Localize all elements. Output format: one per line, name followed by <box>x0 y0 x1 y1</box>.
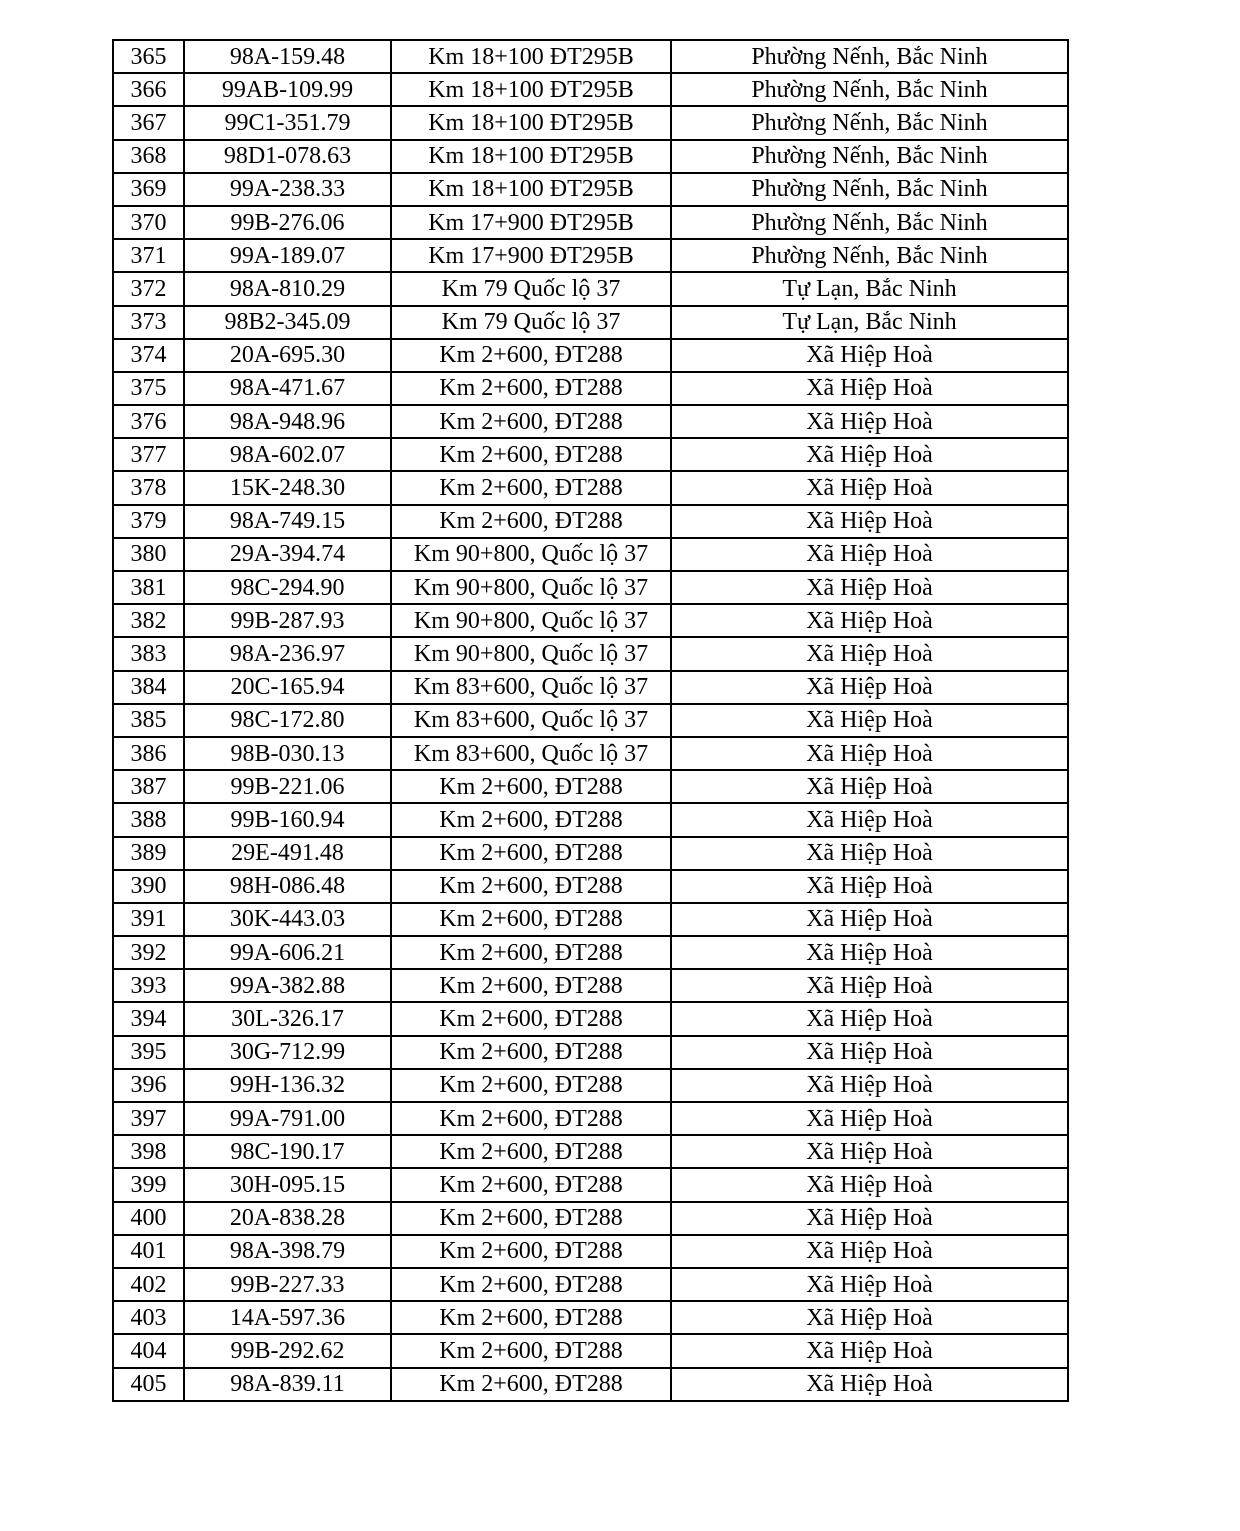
area-cell: Xã Hiệp Hoà <box>671 936 1068 969</box>
row-number-cell: 379 <box>113 505 184 538</box>
license-plate-cell: 98C-294.90 <box>184 571 391 604</box>
area-cell: Xã Hiệp Hoà <box>671 1135 1068 1168</box>
location-cell: Km 83+600, Quốc lộ 37 <box>391 737 671 770</box>
area-cell: Xã Hiệp Hoà <box>671 604 1068 637</box>
license-plate-cell: 98A-471.67 <box>184 372 391 405</box>
row-number-cell: 383 <box>113 637 184 670</box>
area-cell: Phường Nếnh, Bắc Ninh <box>671 106 1068 139</box>
location-cell: Km 18+100 ĐT295B <box>391 173 671 206</box>
area-cell: Xã Hiệp Hoà <box>671 803 1068 836</box>
license-plate-cell: 98A-236.97 <box>184 637 391 670</box>
table-row <box>113 1168 1068 1201</box>
area-cell: Xã Hiệp Hoà <box>671 1368 1068 1401</box>
row-number-cell: 402 <box>113 1268 184 1301</box>
location-cell: Km 2+600, ĐT288 <box>391 903 671 936</box>
row-number-cell: 398 <box>113 1135 184 1168</box>
row-number-cell: 404 <box>113 1334 184 1367</box>
license-plate-cell: 99B-287.93 <box>184 604 391 637</box>
area-cell: Xã Hiệp Hoà <box>671 704 1068 737</box>
license-plate-cell: 98A-159.48 <box>184 40 391 73</box>
location-cell: Km 2+600, ĐT288 <box>391 1202 671 1235</box>
license-plate-cell: 99B-221.06 <box>184 770 391 803</box>
area-cell: Phường Nếnh, Bắc Ninh <box>671 206 1068 239</box>
location-cell: Km 90+800, Quốc lộ 37 <box>391 538 671 571</box>
area-cell: Xã Hiệp Hoà <box>671 1168 1068 1201</box>
row-number-cell: 397 <box>113 1102 184 1135</box>
table-row <box>113 106 1068 139</box>
license-plate-cell: 98A-948.96 <box>184 405 391 438</box>
location-cell: Km 2+600, ĐT288 <box>391 372 671 405</box>
table-row <box>113 1268 1068 1301</box>
license-plate-cell: 98C-190.17 <box>184 1135 391 1168</box>
license-plate-cell: 98A-398.79 <box>184 1235 391 1268</box>
table-row <box>113 1135 1068 1168</box>
row-number-cell: 388 <box>113 803 184 836</box>
table-row <box>113 405 1068 438</box>
row-number-cell: 384 <box>113 671 184 704</box>
location-cell: Km 18+100 ĐT295B <box>391 73 671 106</box>
table-row <box>113 306 1068 339</box>
area-cell: Xã Hiệp Hoà <box>671 1036 1068 1069</box>
row-number-cell: 387 <box>113 770 184 803</box>
license-plate-cell: 15K-248.30 <box>184 471 391 504</box>
row-number-cell: 391 <box>113 903 184 936</box>
table-row <box>113 505 1068 538</box>
row-number-cell: 405 <box>113 1368 184 1401</box>
license-plate-cell: 20A-838.28 <box>184 1202 391 1235</box>
license-plate-cell: 98A-810.29 <box>184 272 391 305</box>
location-cell: Km 2+600, ĐT288 <box>391 1235 671 1268</box>
table-row <box>113 903 1068 936</box>
area-cell: Phường Nếnh, Bắc Ninh <box>671 239 1068 272</box>
area-cell: Xã Hiệp Hoà <box>671 505 1068 538</box>
location-cell: Km 17+900 ĐT295B <box>391 239 671 272</box>
license-plate-cell: 98A-602.07 <box>184 438 391 471</box>
table-body <box>113 40 1068 1401</box>
table-row <box>113 1235 1068 1268</box>
license-plate-cell: 99A-189.07 <box>184 239 391 272</box>
row-number-cell: 375 <box>113 372 184 405</box>
license-plate-cell: 30K-443.03 <box>184 903 391 936</box>
area-cell: Xã Hiệp Hoà <box>671 969 1068 1002</box>
location-cell: Km 2+600, ĐT288 <box>391 803 671 836</box>
license-plate-cell: 30G-712.99 <box>184 1036 391 1069</box>
location-cell: Km 18+100 ĐT295B <box>391 106 671 139</box>
table-row <box>113 870 1068 903</box>
row-number-cell: 390 <box>113 870 184 903</box>
area-cell: Xã Hiệp Hoà <box>671 538 1068 571</box>
location-cell: Km 2+600, ĐT288 <box>391 405 671 438</box>
license-plate-cell: 30H-095.15 <box>184 1168 391 1201</box>
area-cell: Phường Nếnh, Bắc Ninh <box>671 140 1068 173</box>
license-plate-cell: 20A-695.30 <box>184 339 391 372</box>
table-row <box>113 173 1068 206</box>
table-row <box>113 272 1068 305</box>
row-number-cell: 380 <box>113 538 184 571</box>
table-row <box>113 737 1068 770</box>
location-cell: Km 2+600, ĐT288 <box>391 339 671 372</box>
row-number-cell: 378 <box>113 471 184 504</box>
row-number-cell: 393 <box>113 969 184 1002</box>
row-number-cell: 376 <box>113 405 184 438</box>
location-cell: Km 2+600, ĐT288 <box>391 1168 671 1201</box>
license-plate-cell: 98D1-078.63 <box>184 140 391 173</box>
location-cell: Km 2+600, ĐT288 <box>391 837 671 870</box>
row-number-cell: 369 <box>113 173 184 206</box>
table-row <box>113 1202 1068 1235</box>
row-number-cell: 372 <box>113 272 184 305</box>
area-cell: Phường Nếnh, Bắc Ninh <box>671 73 1068 106</box>
area-cell: Xã Hiệp Hoà <box>671 339 1068 372</box>
area-cell: Xã Hiệp Hoà <box>671 903 1068 936</box>
table-row <box>113 1069 1068 1102</box>
license-plate-cell: 99B-227.33 <box>184 1268 391 1301</box>
license-plate-cell: 99H-136.32 <box>184 1069 391 1102</box>
area-cell: Tự Lạn, Bắc Ninh <box>671 272 1068 305</box>
license-plate-cell: 98B-030.13 <box>184 737 391 770</box>
row-number-cell: 394 <box>113 1002 184 1035</box>
license-plate-cell: 99A-606.21 <box>184 936 391 969</box>
table-row <box>113 1102 1068 1135</box>
area-cell: Xã Hiệp Hoà <box>671 671 1068 704</box>
area-cell: Xã Hiệp Hoà <box>671 372 1068 405</box>
location-cell: Km 2+600, ĐT288 <box>391 936 671 969</box>
license-plate-cell: 99B-292.62 <box>184 1334 391 1367</box>
area-cell: Phường Nếnh, Bắc Ninh <box>671 40 1068 73</box>
table-row <box>113 571 1068 604</box>
table-row <box>113 671 1068 704</box>
table-row <box>113 770 1068 803</box>
license-plate-cell: 30L-326.17 <box>184 1002 391 1035</box>
license-plate-cell: 98B2-345.09 <box>184 306 391 339</box>
license-plate-cell: 99C1-351.79 <box>184 106 391 139</box>
row-number-cell: 366 <box>113 73 184 106</box>
location-cell: Km 2+600, ĐT288 <box>391 471 671 504</box>
table-row <box>113 604 1068 637</box>
area-cell: Xã Hiệp Hoà <box>671 1235 1068 1268</box>
location-cell: Km 2+600, ĐT288 <box>391 1368 671 1401</box>
location-cell: Km 17+900 ĐT295B <box>391 206 671 239</box>
location-cell: Km 83+600, Quốc lộ 37 <box>391 671 671 704</box>
area-cell: Phường Nếnh, Bắc Ninh <box>671 173 1068 206</box>
location-cell: Km 79 Quốc lộ 37 <box>391 272 671 305</box>
area-cell: Xã Hiệp Hoà <box>671 1102 1068 1135</box>
license-plate-cell: 98H-086.48 <box>184 870 391 903</box>
location-cell: Km 18+100 ĐT295B <box>391 40 671 73</box>
location-cell: Km 2+600, ĐT288 <box>391 1135 671 1168</box>
area-cell: Xã Hiệp Hoà <box>671 1002 1068 1035</box>
location-cell: Km 79 Quốc lộ 37 <box>391 306 671 339</box>
table-row <box>113 1002 1068 1035</box>
location-cell: Km 2+600, ĐT288 <box>391 1301 671 1334</box>
row-number-cell: 386 <box>113 737 184 770</box>
area-cell: Xã Hiệp Hoà <box>671 870 1068 903</box>
license-plate-cell: 29E-491.48 <box>184 837 391 870</box>
table-row <box>113 704 1068 737</box>
table-row <box>113 1036 1068 1069</box>
license-plate-cell: 99A-382.88 <box>184 969 391 1002</box>
area-cell: Tự Lạn, Bắc Ninh <box>671 306 1068 339</box>
area-cell: Xã Hiệp Hoà <box>671 770 1068 803</box>
row-number-cell: 370 <box>113 206 184 239</box>
area-cell: Xã Hiệp Hoà <box>671 637 1068 670</box>
table-row <box>113 837 1068 870</box>
row-number-cell: 401 <box>113 1235 184 1268</box>
row-number-cell: 392 <box>113 936 184 969</box>
location-cell: Km 18+100 ĐT295B <box>391 140 671 173</box>
area-cell: Xã Hiệp Hoà <box>671 405 1068 438</box>
area-cell: Xã Hiệp Hoà <box>671 1268 1068 1301</box>
license-plate-cell: 14A-597.36 <box>184 1301 391 1334</box>
table-row <box>113 471 1068 504</box>
license-plate-cell: 99B-276.06 <box>184 206 391 239</box>
row-number-cell: 385 <box>113 704 184 737</box>
row-number-cell: 400 <box>113 1202 184 1235</box>
table-row <box>113 969 1068 1002</box>
license-plate-cell: 98C-172.80 <box>184 704 391 737</box>
row-number-cell: 371 <box>113 239 184 272</box>
location-cell: Km 2+600, ĐT288 <box>391 1036 671 1069</box>
row-number-cell: 373 <box>113 306 184 339</box>
area-cell: Xã Hiệp Hoà <box>671 438 1068 471</box>
table-row <box>113 637 1068 670</box>
license-plate-cell: 98A-749.15 <box>184 505 391 538</box>
table-row <box>113 339 1068 372</box>
table-row <box>113 206 1068 239</box>
table-row <box>113 936 1068 969</box>
table-row <box>113 140 1068 173</box>
row-number-cell: 365 <box>113 40 184 73</box>
table-row <box>113 239 1068 272</box>
row-number-cell: 395 <box>113 1036 184 1069</box>
location-cell: Km 2+600, ĐT288 <box>391 1268 671 1301</box>
violation-table <box>112 39 1069 1402</box>
location-cell: Km 2+600, ĐT288 <box>391 870 671 903</box>
row-number-cell: 403 <box>113 1301 184 1334</box>
location-cell: Km 2+600, ĐT288 <box>391 969 671 1002</box>
table-row <box>113 73 1068 106</box>
license-plate-cell: 99B-160.94 <box>184 803 391 836</box>
license-plate-cell: 99A-238.33 <box>184 173 391 206</box>
location-cell: Km 2+600, ĐT288 <box>391 1334 671 1367</box>
row-number-cell: 389 <box>113 837 184 870</box>
area-cell: Xã Hiệp Hoà <box>671 471 1068 504</box>
table-row <box>113 803 1068 836</box>
table-row <box>113 438 1068 471</box>
table-row <box>113 1301 1068 1334</box>
location-cell: Km 90+800, Quốc lộ 37 <box>391 571 671 604</box>
row-number-cell: 381 <box>113 571 184 604</box>
location-cell: Km 2+600, ĐT288 <box>391 1069 671 1102</box>
location-cell: Km 2+600, ĐT288 <box>391 505 671 538</box>
license-plate-cell: 29A-394.74 <box>184 538 391 571</box>
location-cell: Km 83+600, Quốc lộ 37 <box>391 704 671 737</box>
license-plate-cell: 20C-165.94 <box>184 671 391 704</box>
location-cell: Km 2+600, ĐT288 <box>391 770 671 803</box>
table-row <box>113 40 1068 73</box>
license-plate-cell: 99AB-109.99 <box>184 73 391 106</box>
license-plate-cell: 99A-791.00 <box>184 1102 391 1135</box>
location-cell: Km 90+800, Quốc lộ 37 <box>391 604 671 637</box>
row-number-cell: 382 <box>113 604 184 637</box>
area-cell: Xã Hiệp Hoà <box>671 1334 1068 1367</box>
area-cell: Xã Hiệp Hoà <box>671 1301 1068 1334</box>
table-row <box>113 538 1068 571</box>
area-cell: Xã Hiệp Hoà <box>671 571 1068 604</box>
area-cell: Xã Hiệp Hoà <box>671 737 1068 770</box>
row-number-cell: 368 <box>113 140 184 173</box>
location-cell: Km 2+600, ĐT288 <box>391 438 671 471</box>
location-cell: Km 2+600, ĐT288 <box>391 1102 671 1135</box>
row-number-cell: 377 <box>113 438 184 471</box>
area-cell: Xã Hiệp Hoà <box>671 837 1068 870</box>
table-row <box>113 1334 1068 1367</box>
location-cell: Km 90+800, Quốc lộ 37 <box>391 637 671 670</box>
row-number-cell: 367 <box>113 106 184 139</box>
license-plate-cell: 98A-839.11 <box>184 1368 391 1401</box>
location-cell: Km 2+600, ĐT288 <box>391 1002 671 1035</box>
area-cell: Xã Hiệp Hoà <box>671 1202 1068 1235</box>
table-row <box>113 372 1068 405</box>
area-cell: Xã Hiệp Hoà <box>671 1069 1068 1102</box>
row-number-cell: 374 <box>113 339 184 372</box>
row-number-cell: 399 <box>113 1168 184 1201</box>
table-row <box>113 1368 1068 1401</box>
row-number-cell: 396 <box>113 1069 184 1102</box>
